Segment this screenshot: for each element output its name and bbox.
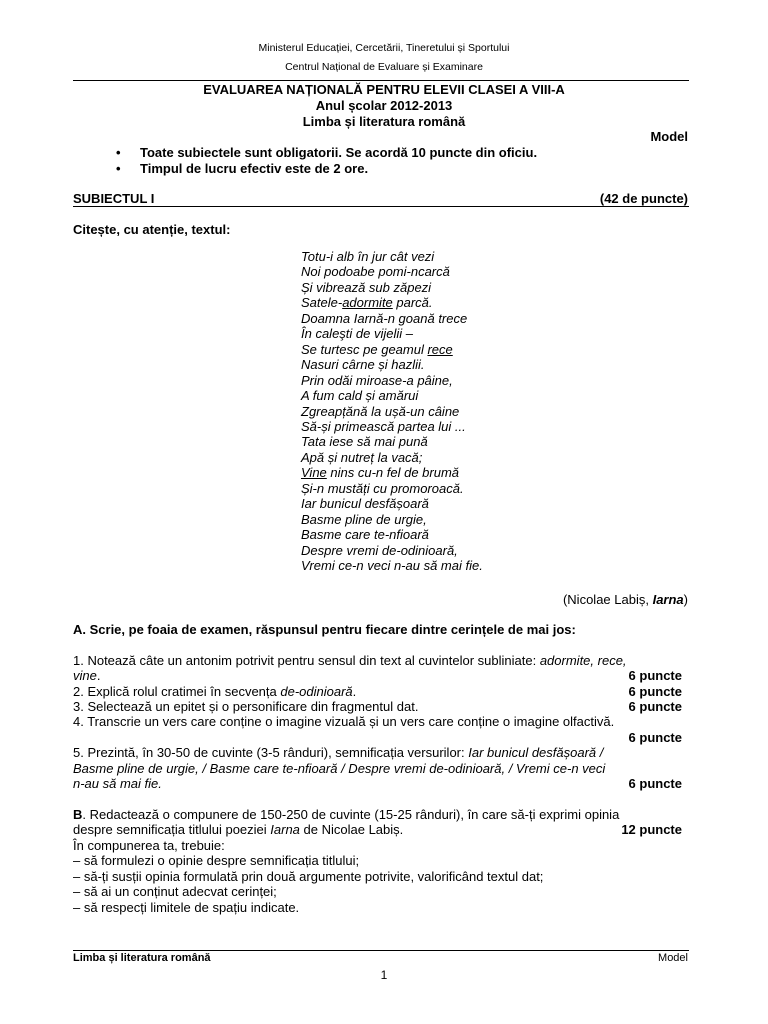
poem-line: Și vibrează sub zăpezi xyxy=(301,279,432,295)
poem-line: A fum cald și amărui xyxy=(301,388,419,404)
instruction-item: • Timpul de lucru efectiv este de 2 ore. xyxy=(116,161,369,176)
poem-line: Vremi ce-n veci n-au să mai fie. xyxy=(301,558,483,574)
poem-line: Satele-adormite parcă. xyxy=(301,295,433,311)
poem-line: Despre vremi de-odinioară, xyxy=(301,542,458,558)
question-1-points: 6 puncte xyxy=(628,668,682,683)
question-1-cont: vine. xyxy=(73,668,101,683)
ministry-header: Ministerul Educației, Cercetării, Tineretului și Sportului xyxy=(258,42,510,54)
requirement-item: – să respecți limitele de spațiu indicate. xyxy=(73,900,300,915)
underlined-word: Vine xyxy=(301,465,327,481)
poem-line: Basme pline de urgie, xyxy=(301,511,427,527)
section-b-intro: În compunerea ta, trebuie: xyxy=(73,838,225,853)
page-number: 1 xyxy=(380,968,388,982)
question-2: 2. Explică rolul cratimei în secvența de-odinioară. xyxy=(73,684,357,699)
poem-line: Apă și nutreț la vacă; xyxy=(301,449,423,465)
subject-points: (42 de puncte) xyxy=(599,191,688,206)
question-5-cont: Basme pline de urgie, / Basme care te-nfioară / Despre vremi de-odinioară, / Vremi ce-n veci xyxy=(73,761,606,776)
question-4: 4. Transcrie un vers care conține o imagine vizuală și un vers care conține o imagine olfactivă. xyxy=(73,714,615,729)
requirement-item: – să formulezi o opinie despre semnificația titlului; xyxy=(73,853,360,868)
question-5: 5. Prezintă, în 30-50 de cuvinte (3-5 rânduri), semnificația versurilor: Iar bunicul desfășoară / xyxy=(73,745,604,760)
requirement-item: – să ai un conținut adecvat cerinței; xyxy=(73,884,277,899)
read-prompt: Citește, cu atenție, textul: xyxy=(73,222,231,237)
footer-divider xyxy=(73,950,689,951)
subject-title: Limba și literatura română xyxy=(302,114,466,129)
poem-line: Prin odăi miroase-a pâine, xyxy=(301,372,453,388)
question-3: 3. Selectează un epitet și o personificare din fragmentul dat. xyxy=(73,699,419,714)
question-3-points: 6 puncte xyxy=(628,699,682,714)
poem-line: În caleşti de vijelii – xyxy=(301,326,413,342)
bullet-icon: • xyxy=(116,145,121,160)
poem-line: Tata iese să mai pună xyxy=(301,434,428,450)
question-5-cont: n-au să mai fie. xyxy=(73,776,162,791)
poem-line: Iar bunicul desfășoară xyxy=(301,496,429,512)
section-b-points: 12 puncte xyxy=(621,822,682,837)
model-label: Model xyxy=(650,129,688,144)
poem-line: Vine nins cu-n fel de brumă xyxy=(301,465,460,481)
poem-line: Zgreapțănă la ușă-un câine xyxy=(301,403,460,419)
footer-model: Model xyxy=(658,952,688,964)
poem-line: Și-n mustăți cu promoroacă. xyxy=(301,480,464,496)
poem-source: (Nicolae Labiș, Iarna) xyxy=(562,592,688,607)
section-a-heading: A. Scrie, pe foaia de examen, răspunsul pentru fiecare dintre cerințele de mai jos: xyxy=(73,622,576,637)
requirement-item: – să-ți susții opinia formulată prin două argumente potrivite, valorificând textul dat; xyxy=(73,869,544,884)
center-header: Centrul Național de Evaluare și Examinare xyxy=(285,61,483,73)
poem-line: Nasuri cârne și hazlii. xyxy=(301,357,425,373)
poem-line: Să-și primească partea lui ... xyxy=(301,418,466,434)
footer-subject: Limba și literatura română xyxy=(73,952,211,964)
poem-line: Doamna Iarnă-n goană trece xyxy=(301,310,468,326)
underlined-word: adormite xyxy=(342,295,393,311)
instruction-item: • Toate subiectele sunt obligatorii. Se acordă 10 puncte din oficiu. xyxy=(116,145,538,160)
poem xyxy=(301,249,483,574)
poem-line: Noi podoabe pomi-ncarcă xyxy=(301,264,450,280)
bullet-icon: • xyxy=(116,161,121,176)
question-2-points: 6 puncte xyxy=(628,684,682,699)
poem-line: Basme care te-nfioară xyxy=(301,527,429,543)
question-1: 1. Notează câte un antonim potrivit pentru sensul din text al cuvintelor subliniate: adormite, rece, xyxy=(73,653,627,668)
header-divider xyxy=(73,80,689,81)
question-5-points: 6 puncte xyxy=(628,776,682,791)
school-year: Anul școlar 2012-2013 xyxy=(315,98,453,113)
poem-line: Totu-i alb în jur cât vezi xyxy=(301,249,435,264)
subject-underline xyxy=(73,206,689,207)
question-4-points: 6 puncte xyxy=(628,730,682,745)
section-b-text: B. Redactează o compunere de 150-250 de cuvinte (15-25 rânduri), în care să-ți exprimi opinia xyxy=(73,807,620,822)
section-b-text: despre semnificația titlului poeziei Iarna de Nicolae Labiș. xyxy=(73,822,404,837)
subject-label: SUBIECTUL I xyxy=(73,191,155,206)
exam-title: EVALUAREA NAȚIONALĂ PENTRU ELEVII CLASEI A VIII-A xyxy=(203,82,565,97)
underlined-word: rece xyxy=(427,341,453,357)
poem-line: Se turtesc pe geamul rece xyxy=(301,341,453,357)
